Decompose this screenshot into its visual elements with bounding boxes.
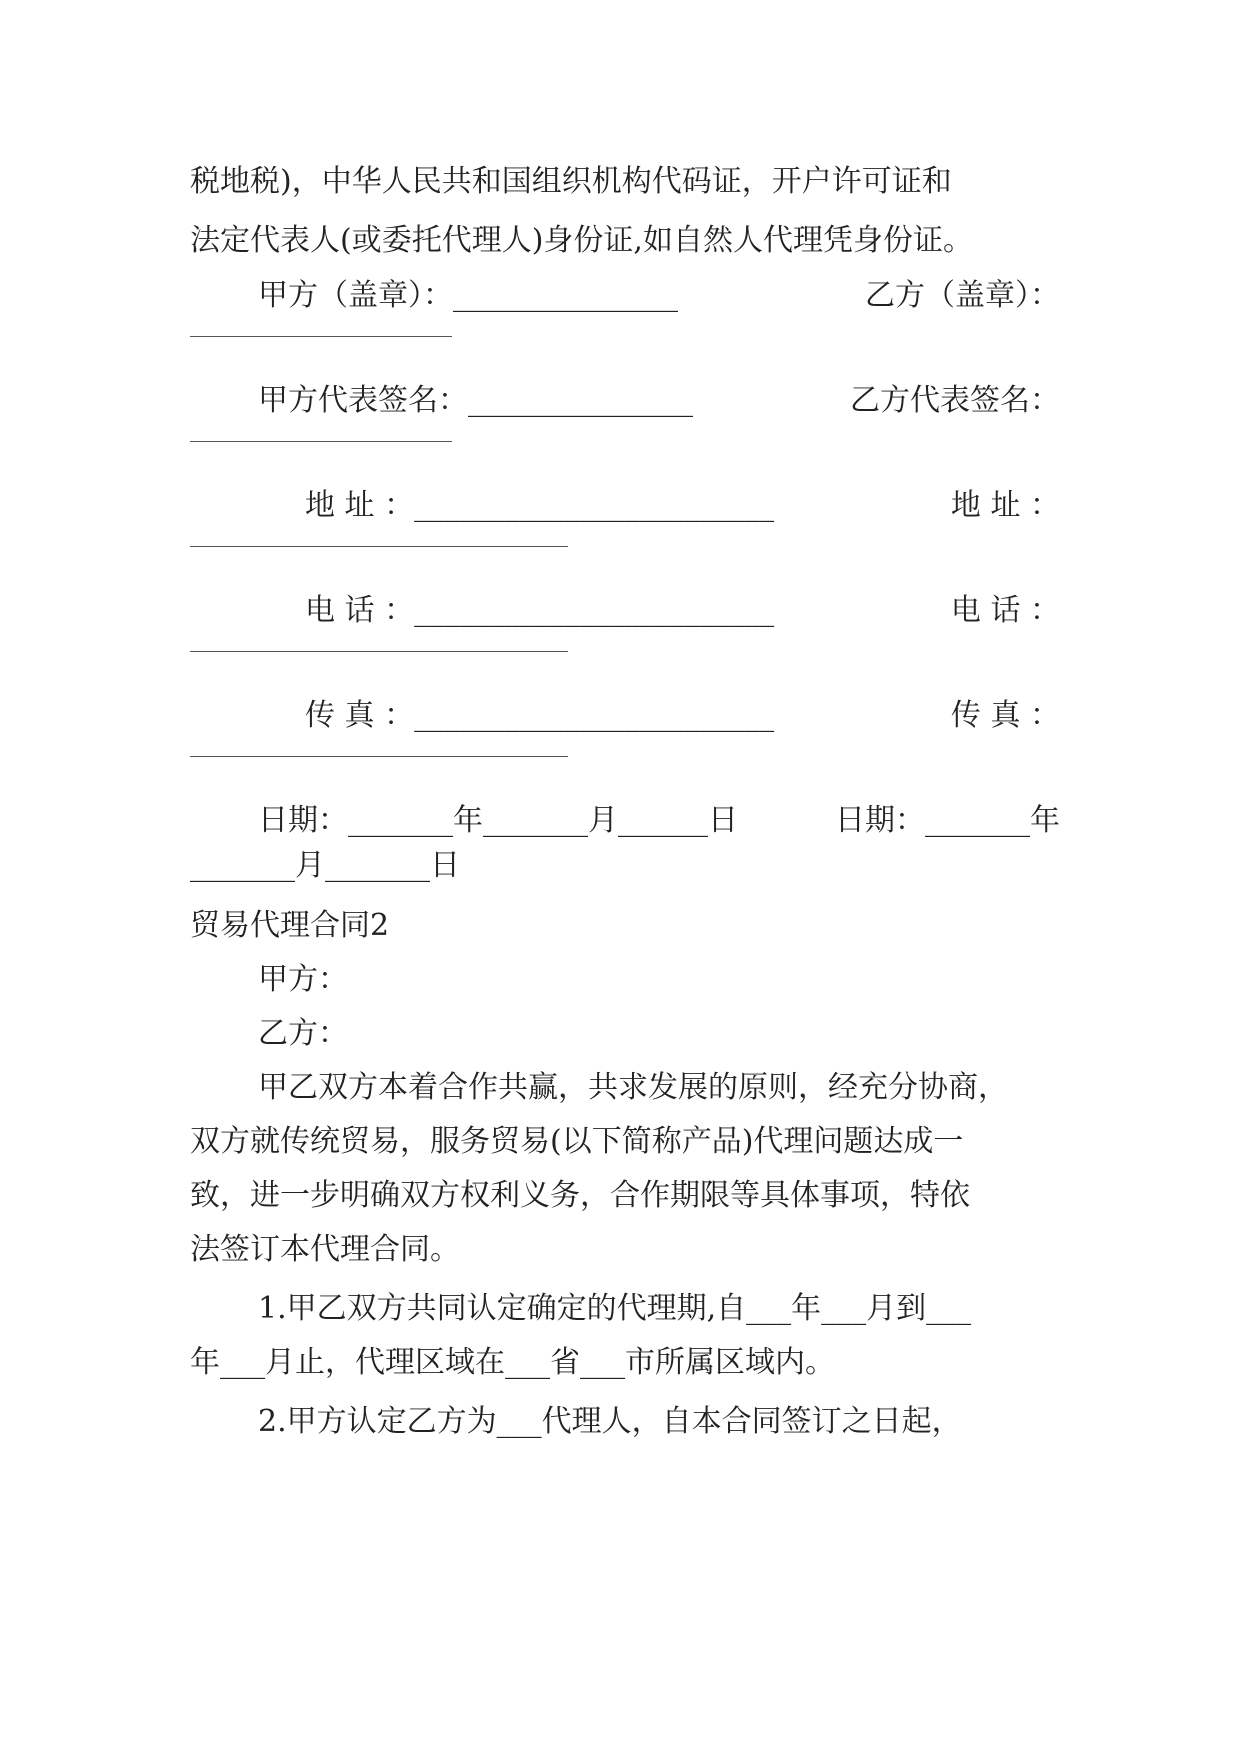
party-b-label: 乙方： <box>258 1016 348 1051</box>
paragraph-line: 法签订本代理合同。 <box>190 1232 460 1267</box>
date-continued: _______月_______日 <box>190 848 460 883</box>
phone-blank <box>190 651 568 652</box>
sign-row <box>258 381 1060 421</box>
seal-row <box>258 276 1060 316</box>
party-b-date: 日期：_______年 <box>835 803 1060 838</box>
paragraph-line: 甲乙双方本着合作共赢，共求发展的原则，经充分协商， <box>258 1070 1008 1105</box>
party-a-phone: 电 话 ：________________________ <box>305 593 775 628</box>
party-b-representative: 乙方代表签名： <box>850 383 1060 418</box>
party-a-seal: 甲方（盖章）：_______________ <box>258 278 678 313</box>
date-row <box>258 801 1060 841</box>
party-b-seal: 乙方（盖章）： <box>865 278 1060 313</box>
clause-2: 2.甲方认定乙方为___代理人，自本合同签订之日起， <box>258 1404 962 1439</box>
clause-1: 1.甲乙双方共同认定确定的代理期,自___年___月到___ <box>258 1291 972 1326</box>
text-line: 税地税)，中华人民共和国组织机构代码证，开户许可证和 <box>190 164 952 199</box>
party-a-date: 日期：_______年_______月______日 <box>258 803 738 838</box>
clause-1-continued: 年___月止，代理区域在___省___市所属区域内。 <box>190 1345 835 1380</box>
text-line: 法定代表人(或委托代理人)身份证,如自然人代理凭身份证。 <box>190 223 973 258</box>
paragraph-line: 致，进一步明确双方权利义务，合作期限等具体事项，特依 <box>190 1178 970 1213</box>
party-a-address: 地 址 ：________________________ <box>305 488 775 523</box>
party-b-phone: 电 话 ： <box>950 593 1060 628</box>
fax-blank <box>190 756 568 757</box>
address-blank <box>190 546 568 547</box>
contract-title: 贸易代理合同2 <box>190 908 390 943</box>
party-a-fax: 传 真 ：________________________ <box>305 698 775 733</box>
party-b-address: 地 址 ： <box>950 488 1060 523</box>
party-a-representative: 甲方代表签名：_______________ <box>258 383 693 418</box>
party-b-fax: 传 真 ： <box>950 698 1060 733</box>
phone-row <box>305 591 1060 631</box>
address-row <box>305 486 1060 526</box>
signature-blank <box>190 336 452 337</box>
fax-row <box>305 696 1060 736</box>
paragraph-line: 双方就传统贸易，服务贸易(以下简称产品)代理问题达成一 <box>190 1124 964 1159</box>
party-a-label: 甲方： <box>258 962 348 997</box>
signature-blank <box>190 441 452 442</box>
